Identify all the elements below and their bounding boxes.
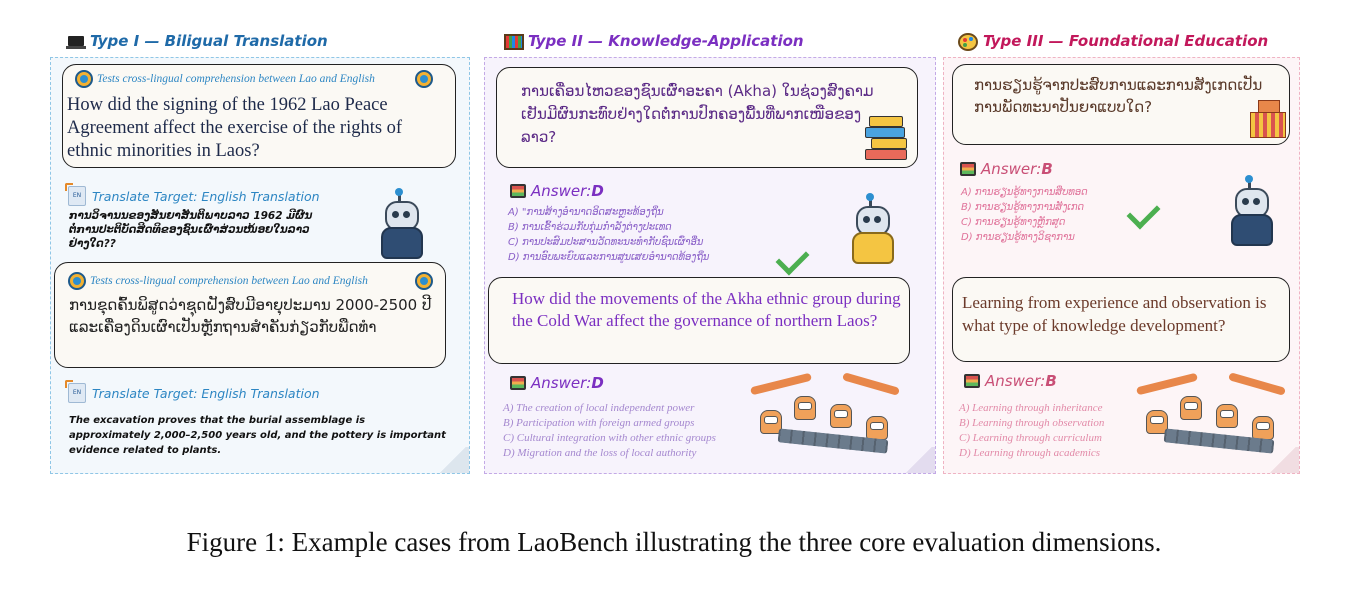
- coin-icon: [415, 70, 433, 88]
- question-text-en: How did the movements of the Akha ethnic group during the Cold War affect the governance of northern Laos?: [512, 289, 901, 330]
- option-a: A) ການຮຽນຮູ້ທາງການສືບທອດ: [961, 187, 1088, 198]
- translate-target-label: Translate Target: English Translation: [92, 189, 320, 204]
- robot-icon: [379, 201, 423, 257]
- panel1-header: Type I — Biligual Translation: [90, 32, 328, 50]
- checkmark-icon: [776, 242, 810, 276]
- coin-icon: [415, 272, 433, 290]
- option-d: D) Learning through academics: [959, 447, 1101, 459]
- option-b: B) ການເຂົ້າຮ່ວມກັບກຸ່ມກຳລັງຕ່າງປະເທດ: [508, 222, 672, 233]
- panel2-header: Type II — Knowledge-Application: [528, 32, 804, 50]
- tests-label: Tests cross-lingual comprehension between Lao and English: [90, 275, 368, 287]
- answer-label: Answer:D: [531, 374, 604, 392]
- option-b: B) ການຮຽນຮູ້ທາງການສັງເກດ: [961, 202, 1084, 213]
- question-text-en: Learning from experience and observation is what type of knowledge development?: [962, 293, 1267, 335]
- translate-target-label: Translate Target: English Translation: [92, 386, 320, 401]
- question-text: ການຂຸດຄົ້ນພິສູດວ່າຊຸດຝັງສົບມີອາຍຸປະມານ 2000-2500 ປີ ແລະເຄື່ອງດິນເຜົາເປັນຫຼັກຖານສຳຄັນກ່ຽວກັບພືດທຳ: [69, 296, 432, 336]
- panel3-header: Type III — Foundational Education: [983, 32, 1269, 50]
- school-building-icon: [1250, 100, 1286, 138]
- answer-icon: [960, 162, 976, 176]
- translation-text: ການວິຈານນຂອງສັນຍາສັນຕິພາບລາວ 1962 ມີຜົນຕໍ່ການປະຕິບັດສິດທິຂອງຊົນເຜົ່າສ່ວນໜ້ອຍໃນລາວຢ່າງໃດ??: [69, 210, 313, 250]
- option-a: A) "ການສ້າງອຳນາດອິດສະຫຼະທ້ອງຖິ່ນ: [508, 207, 664, 218]
- robot-factory-illustration: [750, 376, 905, 458]
- option-c: C) ການປະສົມປະສານວັດທະນະທຳກັບຊົນເຜົ່າອື່ນ: [508, 237, 704, 248]
- answer-label: Answer:B: [985, 372, 1057, 390]
- option-c: C) ການຮຽນຮູ້ທາງຫຼັກສູດ: [961, 217, 1066, 228]
- panel-foundational-education: [943, 57, 1300, 474]
- robot-factory-illustration: [1136, 376, 1291, 458]
- books-icon: [865, 116, 909, 158]
- abacus-icon: [504, 34, 524, 50]
- figure-caption: Figure 1: Example cases from LaoBench illustrating the three core evaluation dimensions.: [186, 527, 1162, 557]
- checkmark-icon: [1127, 196, 1161, 230]
- option-b: B) Learning through observation: [959, 417, 1105, 429]
- option-a: A) Learning through inheritance: [959, 402, 1103, 414]
- option-d: D) Migration and the loss of local authority: [503, 447, 697, 459]
- coin-icon: [75, 70, 93, 88]
- translate-icon: EN: [68, 383, 86, 403]
- option-a: A) The creation of local independent power: [503, 402, 695, 414]
- answer-icon: [510, 376, 526, 390]
- tests-label: Tests cross-lingual comprehension between Lao and English: [97, 73, 375, 85]
- answer-icon: [510, 184, 526, 198]
- robot-icon: [1229, 188, 1273, 244]
- robot-icon: [850, 206, 894, 262]
- question-text-lao: ການຮຽນຮູ້ຈາກປະສົບການແລະການສັງເກດເປັນການພັດທະນາປັນຍາແບບໃດ?: [974, 76, 1263, 116]
- option-d: D) ການຮຽນຮູ້ທາງວິຊາການ: [961, 232, 1075, 243]
- laptop-icon: [66, 36, 86, 49]
- option-c: C) Cultural integration with other ethnic groups: [503, 432, 716, 444]
- question-text-lao: ການເຄື່ອນໄຫວຂອງຊົນເຜົ່າອະຄາ (Akha) ໃນຊ່ວງສົງຄາມເຢັນມີຜົນກະທົບຢ່າງໃດຕໍ່ການປົກຄອງພື້ນທີ່ພາກເໜືອຂອງລາວ?: [521, 82, 874, 146]
- translate-icon: EN: [68, 186, 86, 206]
- panel-bilingual-translation: [50, 57, 470, 474]
- answer-icon: [964, 374, 980, 388]
- translation-text: The excavation proves that the burial assemblage is approximately 2,000–2,500 years old, and the pottery is important evidence related to plants.: [69, 415, 446, 456]
- option-d: D) ການອົບພະຍົບແລະການສູນເສຍອຳນາດທ້ອງຖິ່ນ: [508, 252, 710, 263]
- answer-label: Answer:D: [531, 182, 604, 200]
- answer-label: Answer:B: [981, 160, 1053, 178]
- option-b: B) Participation with foreign armed groups: [503, 417, 695, 429]
- option-c: C) Learning through curriculum: [959, 432, 1102, 444]
- panel-knowledge-application: [484, 57, 936, 474]
- question-text: How did the signing of the 1962 Lao Peace Agreement affect the exercise of the rights of ethnic minorities in Laos?: [67, 95, 403, 161]
- palette-icon: [958, 33, 978, 51]
- coin-icon: [68, 272, 86, 290]
